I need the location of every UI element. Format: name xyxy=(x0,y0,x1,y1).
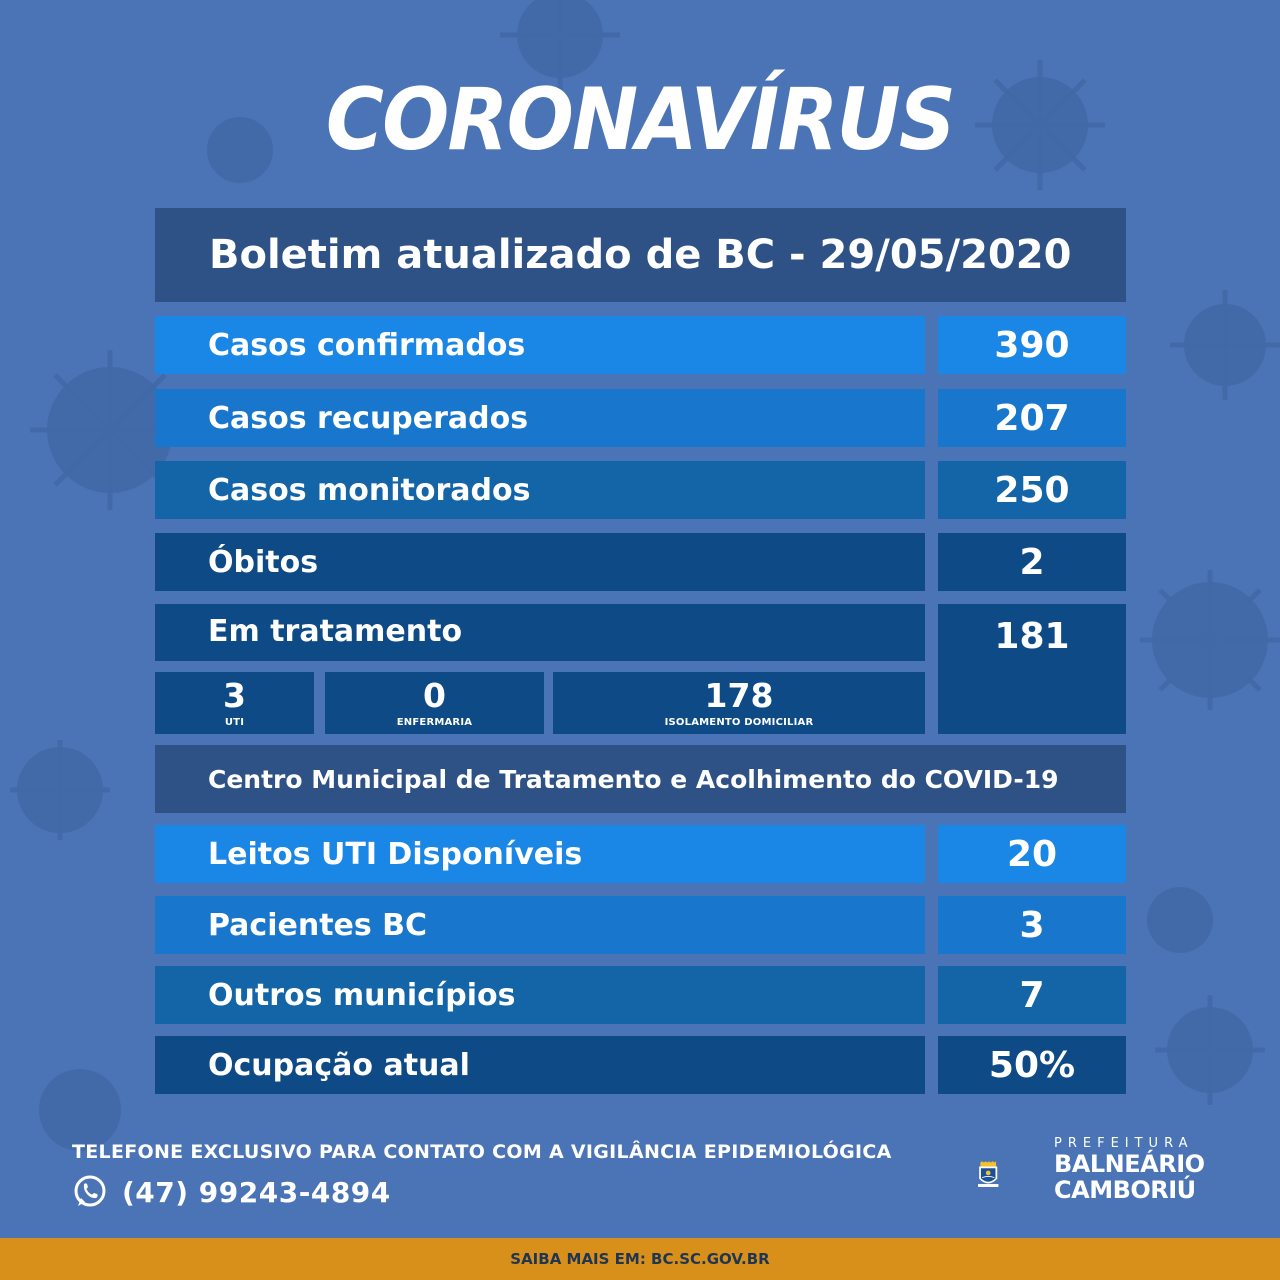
treatment-home-value: 178 xyxy=(704,675,774,715)
row-value-recovered: 207 xyxy=(938,389,1126,447)
row-value-bc-patients: 3 xyxy=(938,896,1126,954)
treatment-ward-label: ENFERMARIA xyxy=(396,716,473,728)
treatment-home xyxy=(553,672,925,734)
row-label-monitored: Casos monitorados xyxy=(155,461,925,519)
treatment-home-label: ISOLAMENTO DOMICILIAR xyxy=(664,716,814,728)
row-label-bc-patients: Pacientes BC xyxy=(155,896,925,954)
logo-prefix: PREFEITURA xyxy=(1054,1136,1194,1151)
city-coat-of-arms-logo xyxy=(978,1128,1048,1222)
contact-phone[interactable]: (47) 99243-4894 xyxy=(122,1175,391,1209)
contact-phone-row[interactable] xyxy=(72,1174,391,1210)
row-label-icu-beds: Leitos UTI Disponíveis xyxy=(155,825,925,883)
center-title: Centro Municipal de Tratamento e Acolhimento do COVID-19 xyxy=(155,745,1126,813)
row-value-icu-beds: 20 xyxy=(938,825,1126,883)
row-value-confirmed: 390 xyxy=(938,316,1126,374)
treatment-uti-label: UTI xyxy=(224,716,245,728)
treatment-ward-value: 0 xyxy=(423,675,446,715)
row-label-treatment: Em tratamento xyxy=(155,604,925,661)
row-value-other-cities: 7 xyxy=(938,966,1126,1024)
row-label-occupancy: Ocupação atual xyxy=(155,1036,925,1094)
row-value-deaths: 2 xyxy=(938,533,1126,591)
treatment-ward xyxy=(325,672,544,734)
footer-link-text[interactable]: SAIBA MAIS EM: BC.SC.GOV.BR xyxy=(510,1250,770,1268)
row-value-occupancy: 50% xyxy=(938,1036,1126,1094)
treatment-uti xyxy=(155,672,314,734)
treatment-uti-value: 3 xyxy=(223,675,246,715)
whatsapp-icon xyxy=(72,1174,108,1210)
footer-bar xyxy=(0,1238,1280,1280)
page-title: CORONAVÍRUS xyxy=(325,70,955,170)
row-label-recovered: Casos recuperados xyxy=(155,389,925,447)
bulletin-header: Boletim atualizado de BC - 29/05/2020 xyxy=(155,208,1126,302)
contact-label: TELEFONE EXCLUSIVO PARA CONTATO COM A VIGILÂNCIA EPIDEMIOLÓGICA xyxy=(72,1141,892,1163)
row-label-other-cities: Outros municípios xyxy=(155,966,925,1024)
row-value-monitored: 250 xyxy=(938,461,1126,519)
city-logo-text xyxy=(1054,1136,1205,1203)
row-label-deaths: Óbitos xyxy=(155,533,925,591)
row-value-treatment: 181 xyxy=(938,604,1126,734)
row-label-confirmed: Casos confirmados xyxy=(155,316,925,374)
logo-line1: BALNEÁRIO xyxy=(1054,1150,1205,1178)
logo-line2: CAMBORIÚ xyxy=(1054,1176,1196,1204)
